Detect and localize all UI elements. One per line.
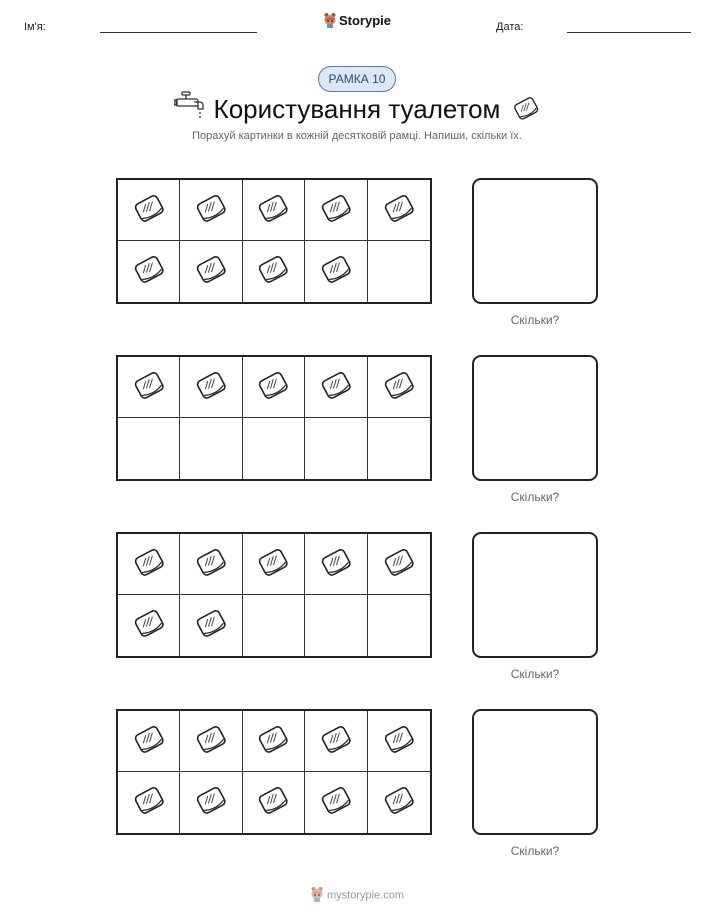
frame-cell [243,595,305,656]
wipes-pack-icon [381,782,417,823]
wipes-pack-icon [193,367,229,408]
date-line[interactable] [567,32,691,33]
frame-cell [180,595,242,656]
footer-url: mystorypie.com [326,889,405,902]
frame-cell [305,418,367,479]
frame-cell [305,357,367,418]
wipes-pack-icon [193,605,229,646]
frame-cell [118,241,180,302]
wipes-pack-icon [381,367,417,408]
frame-cell [243,357,305,418]
wipes-pack-icon [131,605,167,646]
frame-cell [243,180,305,241]
page-title: Користування туалетом [213,94,501,124]
wipes-pack-icon [255,544,291,585]
frame-cell [118,534,180,595]
wipes-pack-icon [381,544,417,585]
ten-frame-3 [116,532,432,658]
wipes-pack-icon [131,721,167,762]
wipes-pack-icon [193,782,229,823]
answer-box-3[interactable] [472,532,598,658]
frame-cell [180,180,242,241]
wipes-pack-icon [193,251,229,292]
wipes-pack-icon [193,190,229,231]
ten-frame-2 [116,355,432,481]
wipes-pack-icon [131,544,167,585]
how-many-label-3: Скільки? [510,667,560,681]
frame-cell [305,241,367,302]
wipes-pack-icon [318,367,354,408]
wipes-pack-icon [318,251,354,292]
frame-cell [118,711,180,772]
wipes-pack-icon [511,93,541,128]
frame-cell [243,418,305,479]
frame-cell [180,711,242,772]
wipes-pack-icon [381,190,417,231]
frame-cell [305,180,367,241]
frame-cell [305,534,367,595]
frame-cell [305,595,367,656]
frame-cell [180,418,242,479]
title-row [0,90,714,130]
brand-name: Storypie [338,12,391,28]
frame-cell [118,357,180,418]
wipes-pack-icon [255,190,291,231]
wipes-pack-icon [131,190,167,231]
answer-box-1[interactable] [472,178,598,304]
frame-cell [243,241,305,302]
frame-cell [368,595,430,656]
frame-cell [368,180,430,241]
wipes-pack-icon [131,367,167,408]
mascot-icon [310,886,324,905]
frame-cell [243,711,305,772]
wipes-pack-icon [318,721,354,762]
answer-box-2[interactable] [472,355,598,481]
frame-cell [305,772,367,833]
how-many-label-1: Скільки? [510,313,560,327]
wipes-pack-icon [381,721,417,762]
frame-cell [368,534,430,595]
frame-cell [243,772,305,833]
wipes-pack-icon [318,782,354,823]
frame-cell [118,180,180,241]
frame-cell [368,711,430,772]
how-many-label-2: Скільки? [510,490,560,504]
frame-badge: РАМКА 10 [318,66,396,92]
wipes-pack-icon [193,544,229,585]
wipes-pack-icon [255,782,291,823]
instructions: Порахуй картинки в кожній десятковій рамці. Напиши, скільки їх. [192,130,522,142]
frame-cell [243,534,305,595]
date-label: Дата: [496,21,524,33]
frame-cell [118,418,180,479]
frame-cell [368,357,430,418]
wipes-pack-icon [318,544,354,585]
wipes-pack-icon [131,251,167,292]
name-label: Ім'я: [24,21,46,33]
frame-cell [368,772,430,833]
how-many-label-4: Скільки? [510,844,560,858]
wipes-pack-icon [255,367,291,408]
wipes-pack-icon [255,721,291,762]
frame-cell [368,241,430,302]
frame-cell [118,595,180,656]
frame-cell [180,241,242,302]
answer-box-4[interactable] [472,709,598,835]
frame-cell [180,534,242,595]
footer [0,886,714,905]
name-line[interactable] [100,32,257,33]
frame-cell [305,711,367,772]
wipes-pack-icon [318,190,354,231]
frame-cell [180,772,242,833]
frame-cell [368,418,430,479]
ten-frame-4 [116,709,432,835]
frame-cell [180,357,242,418]
wipes-pack-icon [193,721,229,762]
wipes-pack-icon [255,251,291,292]
wipes-pack-icon [131,782,167,823]
ten-frame-1 [116,178,432,304]
brand-logo [0,12,714,31]
mascot-icon [323,12,337,31]
frame-cell [118,772,180,833]
